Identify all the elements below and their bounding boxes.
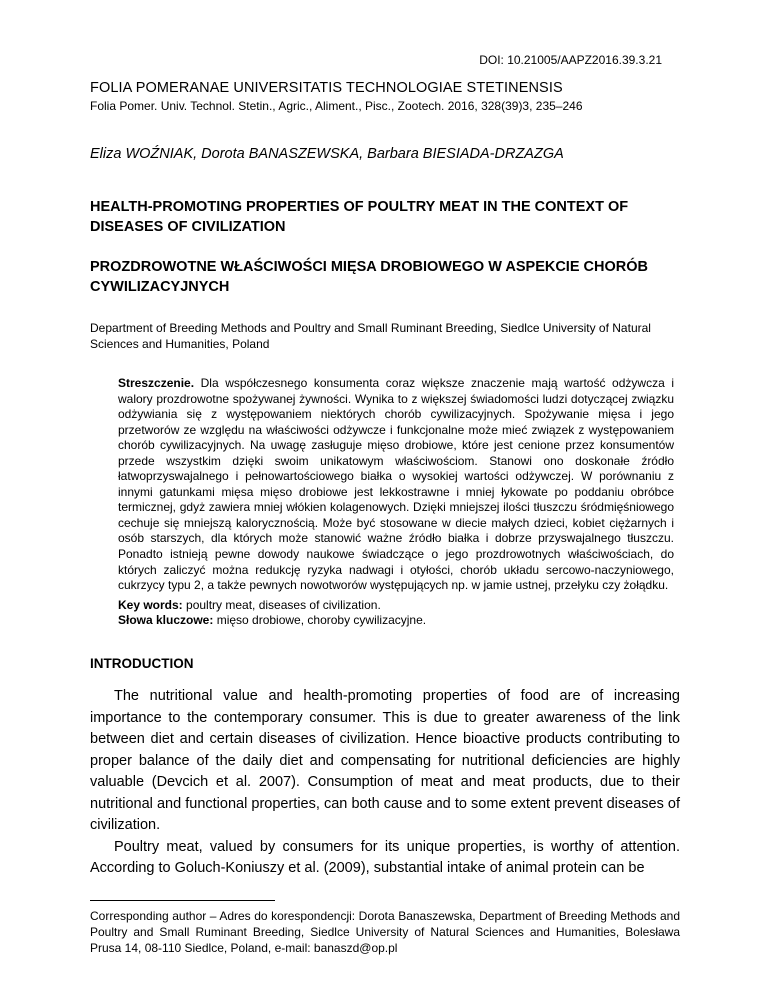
keywords-english <box>118 598 674 613</box>
affiliation: Department of Breeding Methods and Poultry and Small Ruminant Breeding, Siedlce University of Natural Sciences and Humanities, Poland <box>90 321 651 351</box>
introduction-body <box>90 686 680 880</box>
keywords-polish <box>118 613 674 628</box>
keywords <box>118 598 674 628</box>
journal-name: FOLIA POMERANAE UNIVERSITATIS TECHNOLOGIAE STETINENSIS <box>90 80 563 96</box>
intro-paragraph: Poultry meat, valued by consumers for its unique properties, is worthy of attention. According to Goluch-Koniuszy et al. (2009), substantial intake of animal protein can be <box>90 838 680 876</box>
keywords-pl-label: Słowa kluczowe: <box>118 613 214 627</box>
abstract <box>118 376 674 594</box>
doi: DOI: 10.21005/AAPZ2016.39.3.21 <box>479 53 662 67</box>
keywords-pl-text: mięso drobiowe, choroby cywilizacyjne. <box>213 613 427 627</box>
keywords-en-text: poultry meat, diseases of civilization. <box>182 598 381 612</box>
citation: Folia Pomer. Univ. Technol. Stetin., Agric., Aliment., Pisc., Zootech. 2016, 328(39)3, 235–246 <box>90 99 583 113</box>
footnote: Corresponding author – Adres do korespondencji: Dorota Banaszewska, Department of Breeding Methods and Poultry and Small Ruminant Breeding, Siedlce University of Natural Sciences and Humanities, Bolesława Prusa 14, 08-110 Siedlce, Poland, e-mail: banaszd@op.pl <box>90 909 680 955</box>
title-polish: PROZDROWOTNE WŁAŚCIWOŚCI MIĘSA DROBIOWEGO W ASPEKCIE CHORÓB CYWILIZACYJNYCH <box>90 259 648 295</box>
abstract-text: Dla współczesnego konsumenta coraz większe znaczenie mają wartość odżywcza i walory prozdrowotne spożywanej żywności. Wynika to z większej świadomości ludzi dotyczącej związku odżywiania się z występowaniem niektórych chorób cywilizacyjnych. Spożywanie mięsa i jego przetworów ze względu na właściwości odżywcze i funkcjonalne może mieć związek z występowaniem chorób cywilizacyjnych. Na uwagę zasługuje mięso drobiowe, które jest cenione przez konsumentów przede wszystkim dzięki swoim unikatowym właściwościom. Stanowi ono doskonałe źródło łatwoprzyswajalnego i pełnowartościowego białka o wysokiej wartości odżywczej. W porównaniu z innymi gatunkami mięsa mięso drobiowe jest lekkostrawne i mniej łykowate po poddaniu obróbce termicznej, gdyż zawiera mniej włókien kolagenowych. Dzięki mniejszej ilości tłuszczu śródmięśniowego cechuje się mniejszą kalorycznością. Może być stosowane w diecie małych dzieci, kobiet ciężarnych i osób starszych, dla których może stanowić ważne źródło białka i dobrze przyswajalnego tłuszczu. Ponadto istnieją pewne dowody naukowe świadczące o jego prozdrowotnych właściwościach, do których zaliczyć można redukcję ryzyka nadwagi i otyłości, chorób układu sercowo-naczyniowego, cukrzycy typu 2, a także pewnych nowotworów występujących np. w jamie ustnej, przełyku czy żołądku. <box>118 376 674 593</box>
abstract-label: Streszczenie. <box>118 376 195 390</box>
section-heading-introduction: INTRODUCTION <box>90 656 194 671</box>
intro-paragraph: The nutritional value and health-promoting properties of food are of increasing importance to the contemporary consumer. This is due to greater awareness of the link between diet and certain diseases of civilization. Hence bioactive products contributing to proper balance of the daily diet and compensating for nutritional deficiencies are highly valuable (Devcich et al. 2007). Consumption of meat and meat products, due to their nutritional and functional properties, can both cause and to some extent prevent diseases of civilization. <box>90 688 680 833</box>
title-english: HEALTH-PROMOTING PROPERTIES OF POULTRY MEAT IN THE CONTEXT OF DISEASES OF CIVILIZATION <box>90 199 629 235</box>
keywords-en-label: Key words: <box>118 598 183 612</box>
footnote-divider <box>90 900 275 901</box>
authors: Eliza WOŹNIAK, Dorota BANASZEWSKA, Barbara BIESIADA-DRZAZGA <box>90 146 564 162</box>
